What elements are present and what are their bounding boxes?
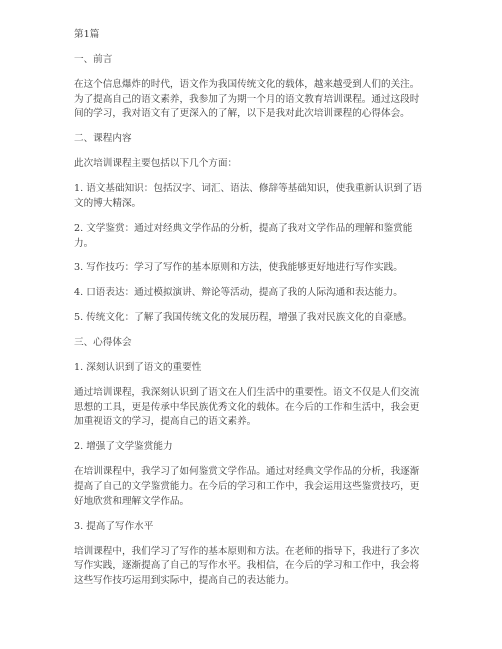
part-label: 第1篇: [74, 29, 100, 40]
reflection-heading-writing: 3. 提高了写作水平: [74, 520, 154, 532]
course-item-culture: 5. 传统文化：了解了我国传统文化的发展历程，增强了我对民族文化的自豪感。: [74, 312, 413, 324]
preface-paragraph: 在这个信息爆炸的时代，语文作为我国传统文化的载体，越来越受到人们的关注。为了提高自己的语文素养，我参加了为期一个月的语文教育培训课程。通过这段时间的学习，我对语文有了更深入的了解，以下是我对此次培训课程的心得体会。: [74, 78, 420, 120]
section-title-preface: 一、前言: [74, 53, 113, 65]
course-item-literature: 2. 文学鉴赏：通过对经典文学作品的分析，提高了我对文学作品的理解和鉴赏能力。: [74, 222, 413, 249]
section-title-reflections: 三、心得体会: [74, 337, 132, 349]
section-title-course-content: 二、课程内容: [74, 133, 132, 145]
course-item-writing: 3. 写作技巧：学习了写作的基本原则和方法，使我能够更好地进行写作实践。: [74, 262, 403, 274]
reflection-text-writing: 培训课程中，我们学习了写作的基本原则和方法。在老师的指导下，我进行了多次写作实践，逐渐提高了自己的写作水平。我相信，在今后的学习和工作中，我会将这些写作技巧运用到实际中，提高自己的表达能力。: [74, 545, 420, 587]
course-item-basics: 1. 语文基础知识：包括汉字、词汇、语法、修辞等基础知识，使我重新认识到了语文的博大精深。: [74, 183, 422, 209]
reflection-heading-appreciation: 2. 增强了文学鉴赏能力: [74, 441, 173, 453]
reflection-text-importance: 通过培训课程，我深刻认识到了语文在人们生活中的重要性。语文不仅是人们交流思想的工具，更是传承中华民族优秀文化的载体。在今后的工作和生活中，我会更加重视语文的学习，提高自己的语文素养。: [74, 386, 420, 428]
reflection-text-appreciation: 在培训课程中，我学习了如何鉴赏文学作品。通过对经典文学作品的分析，我逐渐提高了自己的文学鉴赏能力。在今后的学习和工作中，我会运用这些鉴赏技巧，更好地欣赏和理解文学作品。: [74, 466, 420, 507]
reflection-heading-importance: 1. 深刻认识到了语文的重要性: [74, 361, 202, 373]
course-item-speaking: 4. 口语表达：通过模拟演讲、辩论等活动，提高了我的人际沟通和表达能力。: [74, 287, 403, 299]
course-content-intro: 此次培训课程主要包括以下几个方面：: [74, 158, 238, 170]
